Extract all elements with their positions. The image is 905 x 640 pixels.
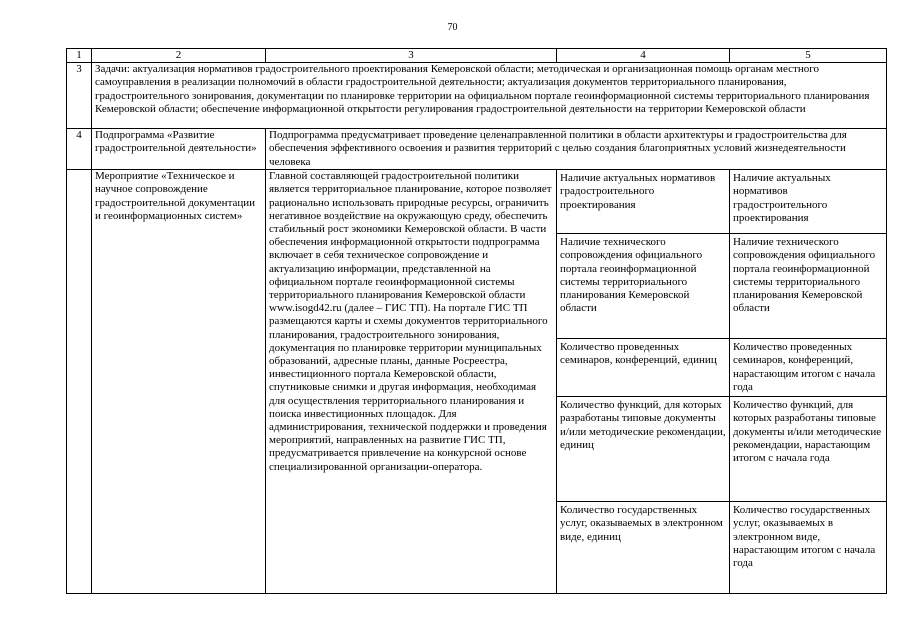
indicator-item: Количество государственных услуг, оказываемых в электронном виде, единиц [560,504,723,543]
tasks-text: Задачи: актуализация нормативов градостроительного проектирования Кемеровской области; методическая и организационная помощь органам местного самоуправления в реализации полномочий в области градостроительной деятельности; актуализация документов территориального планирования, градостроительного зонирования, документации по планировке территории на официальном портале геоинформационной системы территориального планирования Кемеровской области; обеспечение информационной открытости регулирования градостроительной деятельности на территории Кемеровской области [92,63,887,129]
subprogram-name: Подпрограмма «Развитие градостроительной деятельности» [92,129,266,170]
header-cell: 1 [67,49,92,63]
indicator-unit-item: Наличие технического сопровождения официального портала геоинформационной системы территориального планирования Кемеровской области [730,234,886,339]
row-number: 4 [67,129,92,170]
indicator-item: Количество проведенных семинаров, конференций, единиц [557,339,729,397]
activity-name: Мероприятие «Техническое и научное сопровождение градостроительной документации и геоинформационных систем» [92,170,266,594]
program-table [66,48,887,594]
row-number: 3 [67,63,92,129]
indicator-item: Количество функций, для которых разработаны типовые документы и/или методические рекомендации, единиц [557,397,729,502]
activity-description: Главной составляющей градостроительной политики является территориальное планирование, которое позволяет рационально использовать природные ресурсы, ограничить негативное воздействие на окружающую среду, обеспечить стабильный рост экономики Кемеровской области. В части обеспечения информационной открытости подпрограмма включает в себя техническое сопровождение и актуализацию информации, представленной на официальном портале геоинформационной системы территориального планирования Кемеровской области www.isogd42.ru (далее – ГИС ТП). На портале ГИС ТП размещаются карты и схемы документов территориального планирования, градостроительного зонирования, документация по планировке территории муниципальных образований, адресные планы, данные Росреестра, инвестиционного портала Кемеровской области, спутниковые снимки и другая информация, необходимая для осуществления территориального планирования и поиска инвестиционных площадок. Для администрирования, технической поддержки и проведения мероприятий, направленных на развитие ГИС ТП, предусматривается привлечение на конкурсной основе специализированной организации-оператора. [266,170,557,594]
subprogram-description: Подпрограмма предусматривает проведение целенаправленной политики в области архитектуры и градостроительства для обеспечения эффективного освоения и развития территорий с целью создания благоприятных условий жизнедеятельности человека [266,129,887,170]
header-cell: 2 [92,49,266,63]
subprogram-row [67,129,887,170]
header-cell: 3 [266,49,557,63]
empty-cell [67,170,92,594]
indicators-units-column [730,170,887,594]
indicator-unit-item: Количество государственных услуг, оказываемых в электронном виде, нарастающим итогом с начала года [733,504,876,570]
indicator-item: Наличие технического сопровождения официального портала геоинформационной системы территориального планирования Кемеровской области [557,234,729,339]
tasks-row [67,63,887,129]
header-cell: 5 [730,49,887,63]
header-cell: 4 [557,49,730,63]
activity-row [67,170,887,594]
indicator-unit-item: Наличие актуальных нормативов градостроительного проектирования [730,170,886,234]
header-row [67,49,887,63]
indicator-unit-item: Количество проведенных семинаров, конференций, нарастающим итогом с начала года [730,339,886,397]
indicators-column [557,170,730,594]
indicator-unit-item: Количество функций, для которых разработаны типовые документы и/или методические рекомендации, нарастающим итогом с начала года [730,397,886,502]
page-number: 70 [447,22,458,33]
indicator-item: Наличие актуальных нормативов градостроительного проектирования [557,170,729,234]
